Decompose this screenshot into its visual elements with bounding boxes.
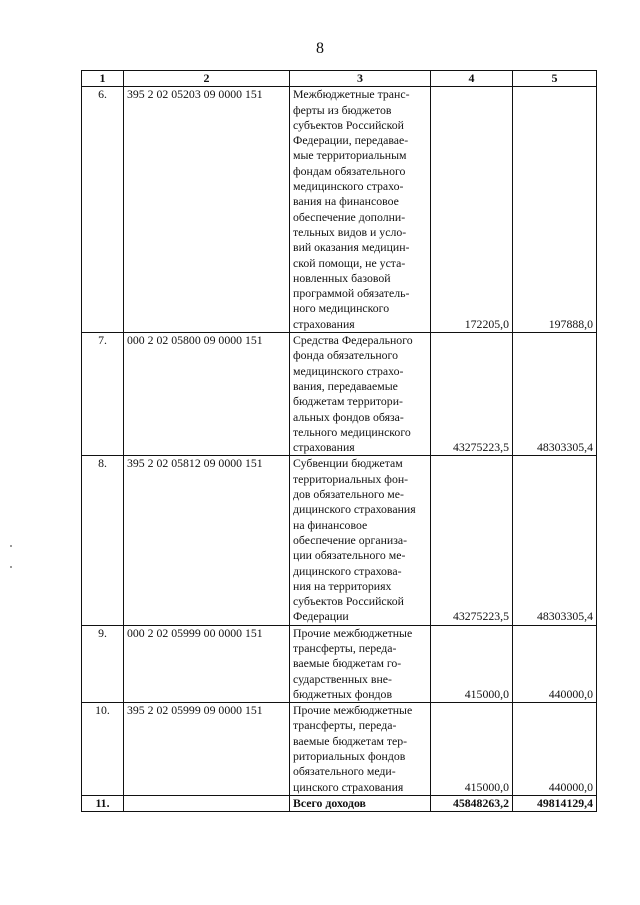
total-row <box>82 795 597 811</box>
total-number: 11. <box>82 795 124 811</box>
row-number: 7. <box>82 333 124 456</box>
scan-speck <box>10 545 12 547</box>
header-col-3: 3 <box>290 71 431 87</box>
row-code: 000 2 02 05999 00 0000 151 <box>124 625 290 702</box>
total-value-col4: 45848263,2 <box>431 795 513 811</box>
revenue-table <box>81 70 597 812</box>
header-col-1: 1 <box>82 71 124 87</box>
row-code: 395 2 02 05999 09 0000 151 <box>124 703 290 796</box>
row-number: 9. <box>82 625 124 702</box>
table-row <box>82 87 597 333</box>
row-value-col5: 440000,0 <box>513 703 597 796</box>
row-value-col4: 43275223,5 <box>431 333 513 456</box>
table-row <box>82 456 597 625</box>
row-value-col4: 43275223,5 <box>431 456 513 625</box>
table-row <box>82 703 597 796</box>
row-value-col4: 415000,0 <box>431 703 513 796</box>
row-value-col5: 440000,0 <box>513 625 597 702</box>
row-value-col5: 48303305,4 <box>513 333 597 456</box>
row-number: 10. <box>82 703 124 796</box>
header-col-5: 5 <box>513 71 597 87</box>
table-row <box>82 625 597 702</box>
table-header-row <box>82 71 597 87</box>
scan-speck <box>10 566 12 568</box>
total-value-col5: 49814129,4 <box>513 795 597 811</box>
row-name: Межбюджетные транс- ферты из бюджетов субъектов Российской Федерации, передавае- мые территориальным фондам обязательного медицинского страхо- вания на финансовое обеспечение дополни- тельных видов и усло- вий оказания медицин- ской помощи, не уста- новленных базовой программой обязатель- ного медицинского страхования <box>290 87 431 333</box>
row-code: 395 2 02 05812 09 0000 151 <box>124 456 290 625</box>
row-number: 8. <box>82 456 124 625</box>
row-value-col4: 415000,0 <box>431 625 513 702</box>
row-value-col5: 48303305,4 <box>513 456 597 625</box>
row-code: 000 2 02 05800 09 0000 151 <box>124 333 290 456</box>
row-value-col4: 172205,0 <box>431 87 513 333</box>
row-number: 6. <box>82 87 124 333</box>
table-row <box>82 333 597 456</box>
row-name: Прочие межбюджетные трансферты, переда- ваемые бюджетам тер- риториальных фондов обязательного меди- цинского страхования <box>290 703 431 796</box>
header-col-2: 2 <box>124 71 290 87</box>
total-label: Всего доходов <box>290 795 431 811</box>
row-name: Прочие межбюджетные трансферты, переда- ваемые бюджетам го- сударственных вне- бюджетных фондов <box>290 625 431 702</box>
header-col-4: 4 <box>431 71 513 87</box>
page-number: 8 <box>316 40 324 57</box>
row-code: 395 2 02 05203 09 0000 151 <box>124 87 290 333</box>
row-name: Субвенции бюджетам территориальных фон- дов обязательного ме- дицинского страхования на финансовое обеспечение организа- ции обязательного ме- дицинского страхова- ния на территориях субъектов Российской Федерации <box>290 456 431 625</box>
row-value-col5: 197888,0 <box>513 87 597 333</box>
row-name: Средства Федерального фонда обязательного медицинского страхо- вания, передаваемые бюджетам территори- альных фондов обяза- тельного медицинского страхования <box>290 333 431 456</box>
total-code <box>124 795 290 811</box>
